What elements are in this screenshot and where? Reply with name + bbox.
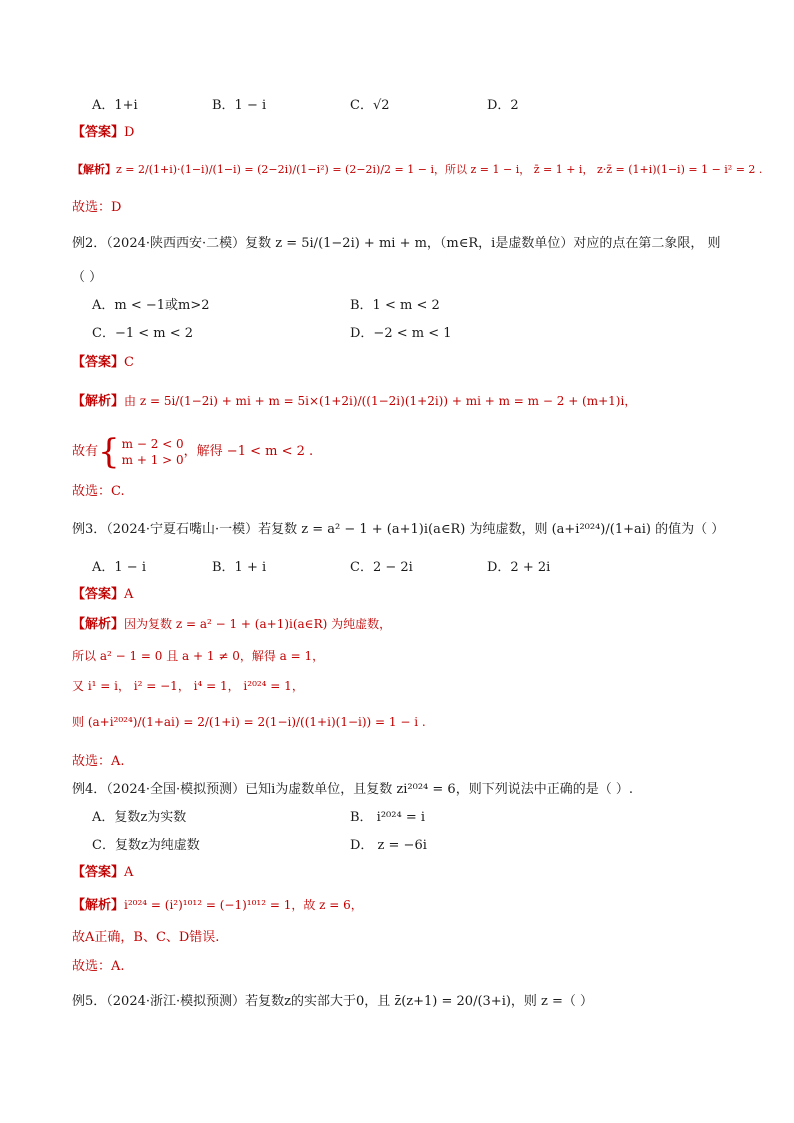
answer-tag: 【答案】 bbox=[72, 865, 125, 880]
analysis-tag: 【解析】 bbox=[72, 617, 125, 632]
q3-analysis-4: 则 (a+i²⁰²⁴)/(1+ai) = 2/(1+i) = 2(1−i)/((1+i)(1−i)) = 1 − i . bbox=[72, 715, 426, 729]
q4-analysis-1 bbox=[72, 895, 363, 916]
q1-option-d: D．2 bbox=[487, 98, 519, 113]
analysis-text: i²⁰²⁴ = (i²)¹⁰¹² = (−1)¹⁰¹² = 1，故 z = 6， bbox=[124, 898, 363, 912]
q1-option-c: C．√2 bbox=[350, 98, 390, 113]
system-eq1: m − 2 < 0 bbox=[121, 436, 184, 451]
q3-analysis-1 bbox=[72, 614, 391, 635]
q1-option-b: B．1 − i bbox=[212, 98, 267, 113]
q3-analysis-2: 所以 a² − 1 = 0 且 a + 1 ≠ 0，解得 a = 1， bbox=[72, 649, 325, 663]
q2-stem-line2: （ ） bbox=[72, 270, 103, 285]
analysis-tag: 【解析】 bbox=[72, 898, 125, 913]
q2-conclusion: 故选：C. bbox=[72, 484, 125, 499]
q4-option-b: B． i²⁰²⁴ = i bbox=[350, 810, 426, 825]
q2-answer bbox=[72, 353, 134, 373]
q1-analysis bbox=[72, 160, 762, 180]
q1-answer bbox=[72, 123, 134, 143]
q2-stem-line1: 例2．（2024·陕西西安·二模）复数 z = 5i/(1−2i) + mi + m，（m∈R，i是虚数单位）对应的点在第二象限， 则 bbox=[72, 236, 721, 251]
answer-value: D bbox=[124, 125, 135, 140]
q4-analysis-2: 故A正确，B、C、D错误. bbox=[72, 930, 220, 945]
analysis-tag: 【解析】 bbox=[72, 394, 125, 409]
q3-conclusion: 故选：A. bbox=[72, 754, 125, 769]
answer-tag: 【答案】 bbox=[72, 587, 125, 602]
q4-answer bbox=[72, 863, 133, 883]
q3-option-c: C．2 − 2i bbox=[350, 560, 413, 575]
q4-option-d: D． z = −6i bbox=[350, 838, 427, 853]
system-equations bbox=[122, 436, 184, 468]
q2-option-d: D．−2 < m < 1 bbox=[350, 326, 452, 341]
answer-value: C bbox=[124, 355, 134, 370]
q1-conclusion: 故选：D bbox=[72, 200, 122, 215]
analysis-text: 由 z = 5i/(1−2i) + mi + m = 5i×(1+2i)/((1−2i)(1+2i)) + mi + m = m − 2 + (m+1)i， bbox=[124, 394, 637, 408]
q3-option-d: D．2 + 2i bbox=[487, 560, 551, 575]
q3-analysis-3: 又 i¹ = i， i² = −1， i⁴ = 1， i²⁰²⁴ = 1， bbox=[72, 679, 304, 693]
system-eq2: m + 1 > 0 bbox=[121, 452, 184, 467]
q4-conclusion: 故选：A. bbox=[72, 959, 125, 974]
answer-value: A bbox=[124, 587, 134, 602]
q1-option-a: A．1+i bbox=[92, 98, 138, 113]
answer-tag: 【答案】 bbox=[72, 355, 125, 370]
analysis-text: z = 2/(1+i)·(1−i)/(1−i) = (2−2i)/(1−i²) = (2−2i)/2 = 1 − i，所以 z = 1 − i， z̄ = 1 + i， z·z̄ = (1+i)(1−i) = 1 − i² = 2 . bbox=[116, 163, 763, 176]
system-suffix: ，解得 −1 < m < 2 . bbox=[183, 444, 314, 459]
q4-option-a: A．复数z为实数 bbox=[92, 810, 187, 825]
q2-option-b: B．1 < m < 2 bbox=[350, 298, 440, 313]
answer-value: A bbox=[124, 865, 134, 880]
q3-option-a: A．1 − i bbox=[92, 560, 146, 575]
q4-stem: 例4．（2024·全国·模拟预测）已知i为虚数单位，且复数 zi²⁰²⁴ = 6，则下列说法中正确的是（ ）. bbox=[72, 782, 633, 797]
system-prefix: 故有 bbox=[72, 444, 99, 459]
brace-icon: { bbox=[98, 431, 120, 472]
q2-system bbox=[72, 432, 313, 472]
analysis-tag: 【解析】 bbox=[72, 163, 116, 176]
q3-stem: 例3．（2024·宁夏石嘴山·一模）若复数 z = a² − 1 + (a+1)i(a∈R) 为纯虚数，则 (a+i²⁰²⁴)/(1+ai) 的值为（ ） bbox=[72, 522, 725, 537]
q2-option-c: C．−1 < m < 2 bbox=[92, 326, 194, 341]
q2-option-a: A．m < −1或m>2 bbox=[92, 298, 210, 313]
q5-stem: 例5．（2024·浙江·模拟预测）若复数z的实部大于0，且 z̄(z+1) = 20/(3+i)，则 z =（ ） bbox=[72, 994, 594, 1009]
q3-answer bbox=[72, 585, 133, 605]
q4-option-c: C．复数z为纯虚数 bbox=[92, 838, 200, 853]
q2-analysis bbox=[72, 391, 636, 412]
analysis-text: 因为复数 z = a² − 1 + (a+1)i(a∈R) 为纯虚数， bbox=[124, 617, 392, 631]
q3-option-b: B．1 + i bbox=[212, 560, 267, 575]
answer-tag: 【答案】 bbox=[72, 125, 125, 140]
